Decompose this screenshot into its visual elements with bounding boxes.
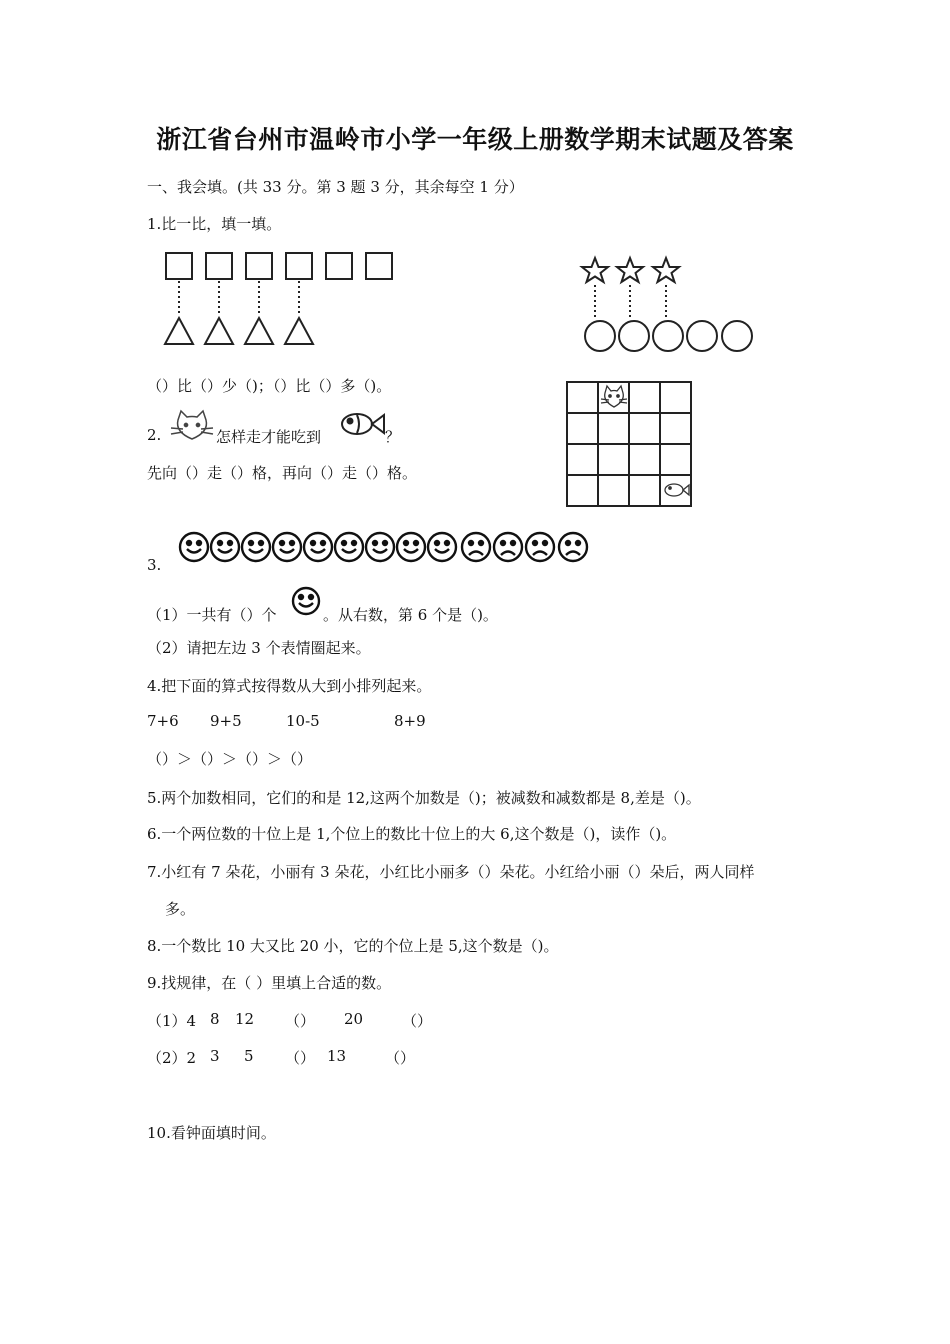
expression: 9+5 [210,712,242,730]
sequence-item: （） [285,1049,316,1067]
section-header: 一、我会填。(共 33 分。第 3 题 3 分，其余每空 1 分） [147,178,524,196]
happy-face-icon [428,533,456,561]
happy-face-icon [180,533,208,561]
cat-icon [170,408,216,444]
happy-face-icon [242,533,270,561]
page-title: 浙江省台州市温岭市小学一年级上册数学期末试题及答案 [156,125,794,154]
sad-face-icon [526,533,554,561]
question-4-order: （）＞（）＞（）＞（） [147,750,313,768]
grid-lines [567,382,691,506]
sequence-item: 20 [344,1010,364,1028]
happy-face-icon [366,533,394,561]
dotted-connectors [595,285,666,320]
triangle-row [165,318,313,344]
expression: 10-5 [286,712,320,730]
fish-icon [337,405,387,443]
sad-face-icon [559,533,587,561]
sequence-item: 12 [235,1010,255,1028]
happy-face-icon [289,586,323,618]
question-2-fill: 先向（）走（）格，再向（）走（）格。 [147,464,418,482]
sequence-item: （1）4 [147,1012,197,1030]
sequence-item: （） [402,1012,433,1030]
question-3-part-1: （1）一共有（）个 [147,606,277,624]
question-8: 8.一个数比 10 大又比 20 小，它的个位上是 5,这个数是（)。 [147,937,559,955]
dotted-connectors [179,281,299,316]
star-row [582,258,679,282]
question-1-fill: （）比（）少（)；（）比（）多（)。 [147,377,392,395]
sequence-item: （） [385,1049,416,1067]
happy-face-icon [273,533,301,561]
expression: 8+9 [394,712,426,730]
question-3-part-1-end: 。从右数，第 6 个是（)。 [323,606,498,624]
question-7-line-2: 多。 [165,900,196,918]
question-4-prompt: 4.把下面的算式按得数从大到小排列起来。 [147,677,432,695]
cat-icon [601,386,627,407]
question-1-prompt: 1.比一比，填一填。 [147,215,282,233]
cat-fish-grid [566,381,693,507]
sequence-item: （2）2 [147,1049,197,1067]
sad-face-icon [494,533,522,561]
sequence-item: （） [285,1012,316,1030]
faces-row [178,530,598,566]
question-2-end: ？ [385,428,401,446]
happy-face-icon [304,533,332,561]
sequence-item: 8 [210,1010,220,1028]
sequence-item: 13 [327,1047,347,1065]
question-2-text: 怎样走才能吃到 [216,428,322,446]
question-3-number: 3. [147,556,162,574]
question-9-prompt: 9.找规律，在（ ）里填上合适的数。 [147,974,392,992]
question-2-number: 2. [147,426,162,444]
question-6: 6.一个两位数的十位上是 1,个位上的数比十位上的大 6,这个数是（)，读作（)。 [147,825,677,843]
sequence-item: 3 [210,1047,220,1065]
sad-face-icon [462,533,490,561]
question-10: 10.看钟面填时间。 [147,1124,276,1142]
expression: 7+6 [147,712,179,730]
squares-triangles-figure [160,248,400,353]
happy-face-icon [335,533,363,561]
question-3-part-2: （2）请把左边 3 个表情圈起来。 [147,639,371,657]
question-5: 5.两个加数相同，它们的和是 12,这两个加数是（)；被减数和减数都是 8,差是（)。 [147,789,701,807]
fish-icon [665,484,689,496]
question-7-line-1: 7.小红有 7 朵花，小丽有 3 朵花，小红比小丽多（）朵花。小红给小丽（）朵后，两人同样 [147,863,755,881]
circle-row [585,321,752,351]
sequence-item: 5 [244,1047,254,1065]
square-row [166,253,392,279]
happy-face-icon [211,533,239,561]
stars-circles-figure [580,255,780,355]
happy-face-icon [397,533,425,561]
